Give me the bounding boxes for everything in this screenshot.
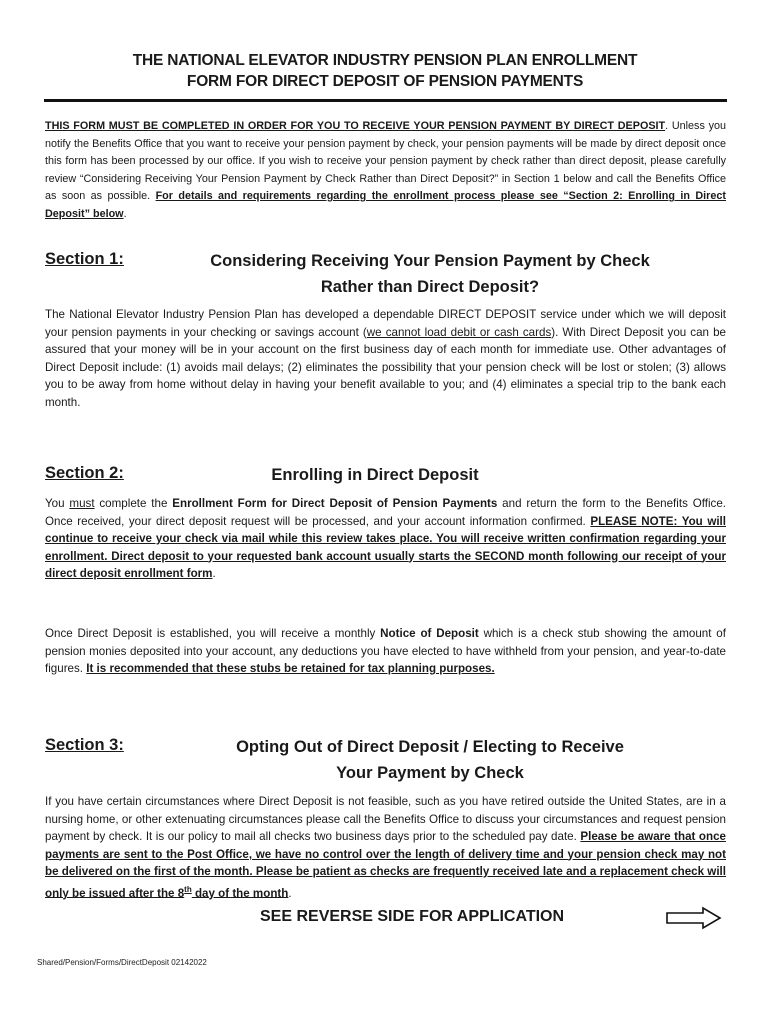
section1-paragraph (45, 306, 726, 411)
see-reverse-side: SEE REVERSE SIDE FOR APPLICATION (260, 908, 565, 925)
section2-paragraph-2 (45, 625, 726, 678)
intro-lead: THIS FORM MUST BE COMPLETED IN ORDER FOR YOU TO RECEIVE YOUR PENSION PAYMENT BY DIRECT DEPOSIT (45, 120, 666, 132)
s2p1-a: You (45, 497, 70, 510)
s3-text-end: . (288, 886, 292, 900)
s2p1-must: must (69, 497, 95, 510)
section1-title-line2: Rather than Direct Deposit? (320, 278, 540, 296)
title-divider (44, 99, 727, 102)
section1-label: Section 1: (45, 250, 124, 268)
s2p1-c: and return the form to the Benefits Office. Once received, your direct deposit request will be processed, and your account information confirmed. (45, 497, 726, 528)
title-line-2: FORM FOR DIRECT DEPOSIT OF PENSION PAYMENTS (186, 73, 584, 90)
section1-title (150, 248, 710, 300)
s2p1-note: PLEASE NOTE: You will continue to receive your check via mail while this review takes place. You will receive written confirmation regarding your enrollment. Direct deposit to your requested bank account usually starts the SECOND month following our receipt of your direct deposit enrollment form (45, 514, 727, 580)
section1-title-line1: Considering Receiving Your Pension Payment by Check (210, 252, 650, 270)
section2-label: Section 2: (45, 464, 124, 482)
s2p1-end: . (212, 567, 216, 580)
s3-text-a: If you have certain circumstances where Direct Deposit is not feasible, such as you have retired outside the United States, are in a nursing home, or other extenuating circumstances please call the Benefits Office to discuss your circumstances and request pension payment by check. It is our policy to mail all checks two business days prior to the scheduled pay date. (45, 795, 726, 843)
s3-text-underlined: Please be aware that once payments are sent to the Post Office, we have no control over the length of delivery time and your pension check may not be delivered on the first of the month. Please be patient as checks are frequently received late and a replacement check will only be issued after the 8 (45, 830, 726, 900)
section1-text-a: The National Elevator Industry Pension Plan has developed a dependable DIRECT DEPOSIT service under which we will deposit your pension payments in your checking or savings account ( (45, 308, 726, 339)
s2p1-form-name: Enrollment Form for Direct Deposit of Pension Payments (172, 497, 498, 510)
section3-title (150, 734, 710, 786)
s3-superscript: th (184, 884, 192, 894)
section3-title-line1: Opting Out of Direct Deposit / Electing to Receive (236, 738, 624, 756)
form-title (40, 50, 730, 92)
s2p2-b: which is a check stub showing the amount of pension monies deposited into your account, any deductions you have elected to have withheld from your pension, and year-to-date figures. (45, 627, 726, 675)
title-line-1: THE NATIONAL ELEVATOR INDUSTRY PENSION PLAN ENROLLMENT (132, 52, 638, 69)
intro-end: . (123, 207, 127, 220)
s2p2-recommend: It is recommended that these stubs be retained for tax planning purposes. (86, 662, 495, 675)
intro-body: Unless you notify the Benefits Office that you want to receive your pension payment by check, your pension payments will be made by direct deposit once this form has been processed by our office. If you wish to receive your pension payment by check rather than direct deposit, please carefully review “Considering Receiving Your Pension Payment by Check Rather than Direct Deposit?” in Section 1 below and call the Benefits Office as soon as possible. (45, 120, 726, 202)
section1-text-b: ). With Direct Deposit you can be assured that your money will be in your account on the first business day of each month for immediate use. Other advantages of Direct Deposit include: (1) avoids mail delays; (2) eliminates the possibility that your pension check will be lost or stolen; (3) allows you to be away from home without delay in having your benefit available to you; and (4) eliminates a special trip to the bank each month. (45, 325, 727, 409)
section3-label: Section 3: (45, 736, 124, 754)
section3-title-line2: Your Payment by Check (336, 764, 524, 782)
intro-lead-punct: . (665, 120, 669, 132)
s2p2-notice: Notice of Deposit (380, 627, 479, 640)
intro-details: For details and requirements regarding the enrollment process please see “Section 2: Enrolling in Direct Deposit” below (45, 190, 726, 220)
right-arrow-icon (665, 906, 723, 930)
section1-text-underlined: we cannot load debit or cash cards (366, 325, 552, 339)
s2p1-b: complete the (94, 497, 173, 510)
footer-path: Shared/Pension/Forms/DirectDeposit 02142022 (37, 958, 207, 967)
section2-title: Enrolling in Direct Deposit (271, 466, 479, 484)
s3-text-underlined-2: day of the month (191, 886, 289, 900)
section3-paragraph (45, 793, 726, 902)
section2-paragraph-1 (45, 495, 726, 583)
s2p2-a: Once Direct Deposit is established, you will receive a monthly (45, 627, 381, 640)
intro-paragraph (45, 118, 726, 223)
